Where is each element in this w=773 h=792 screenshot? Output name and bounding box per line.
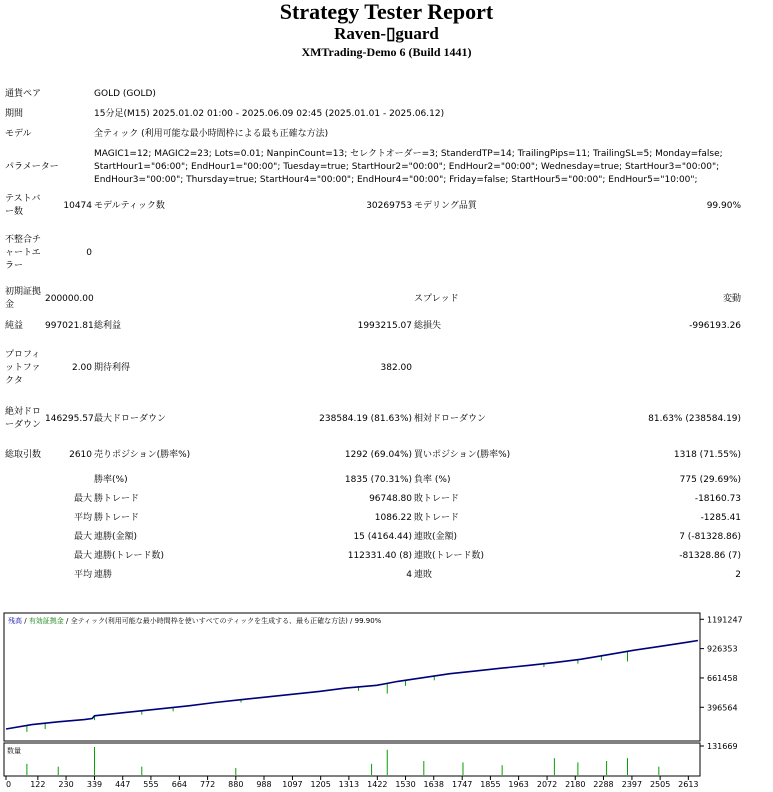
quality-value: 99.90% (706, 200, 742, 211)
absdd-value: 146295.57 (45, 413, 94, 424)
spread-label: スプレッド (414, 293, 459, 304)
largest-loss-label: 敗トレード (414, 494, 460, 504)
volume-plot-frame (4, 743, 700, 776)
x-tick-label: 1422 (367, 780, 388, 789)
x-tick-label: 447 (115, 780, 131, 789)
period-label: 期間 (5, 108, 24, 119)
row-deposit (4, 284, 742, 314)
row-average (4, 509, 742, 528)
consec-profit-label: 連勝(トレード数) (94, 551, 165, 561)
row-drawdown (4, 398, 742, 440)
consec-count-prefix: 最大 (74, 551, 93, 561)
x-tick-label: 2288 (593, 780, 614, 789)
row-avg-consec (4, 566, 742, 585)
avg-win-label: 勝トレード (94, 513, 140, 523)
x-tick-label: 880 (228, 780, 244, 789)
deposit-label: 初期証拠金 (5, 287, 42, 310)
mismatch-label: 不整合チャートエラー (5, 234, 42, 271)
y-tick-label: 1191247 (707, 615, 743, 625)
largest-loss-value: -18160.73 (694, 494, 742, 504)
trades-label: 総取引数 (5, 449, 42, 460)
row-model (4, 124, 742, 144)
avg-consec-losses-value: 2 (735, 570, 742, 580)
x-tick-label: 1638 (423, 780, 444, 789)
avg-consec-wins-label: 連勝 (94, 570, 113, 580)
row-bars (4, 190, 742, 222)
netprofit-label: 純益 (5, 320, 24, 331)
average-prefix: 平均 (74, 513, 93, 523)
symbol-value: GOLD (GOLD) (94, 88, 156, 99)
netprofit-value: 997021.81 (45, 320, 94, 331)
long-label: 買いポジション(勝率%) (414, 449, 511, 460)
row-largest (4, 490, 742, 509)
legend-sep: / (22, 617, 29, 625)
row-trades (4, 440, 742, 470)
reldd-label: 相対ドローダウン (414, 413, 487, 424)
consec-losses-label: 連敗(金額) (414, 532, 458, 542)
absdd-label: 絶対ドローダウン (5, 407, 42, 430)
row-consec-count (4, 547, 742, 566)
avg-consec-prefix: 平均 (74, 570, 93, 580)
x-tick-label: 1747 (452, 780, 473, 789)
grossloss-label: 総損失 (414, 320, 442, 331)
row-period (4, 104, 742, 124)
y-tick-label: 396564 (707, 703, 738, 713)
grossloss-value: -996193.26 (689, 320, 742, 331)
largest-win-label: 勝トレード (94, 494, 140, 504)
x-tick-label: 1205 (310, 780, 331, 789)
report-table (4, 84, 742, 585)
symbol-label: 通貨ペア (5, 88, 42, 99)
x-tick-label: 2397 (621, 780, 643, 789)
mismatch-value: 0 (86, 247, 93, 258)
consec-wins-label: 連勝(金額) (94, 532, 138, 542)
params-line-1: MAGIC1=12; MAGIC2=23; Lots=0.01; NanpinCount=13; セレクトオーダー=3; StanderdTP=14; TrailingPips=11; TrailingSL=5; Monday=false; (94, 148, 723, 159)
win-value: 1835 (70.31%) (344, 474, 413, 485)
expected-value: 382.00 (380, 362, 413, 373)
x-tick-label: 2505 (649, 780, 671, 789)
row-params (4, 144, 742, 190)
period-value: 15分足(M15) 2025.01.02 01:00 - 2025.06.09 02:45 (2025.01.01 - 2025.06.12) (94, 108, 445, 119)
grossprofit-label: 総利益 (94, 320, 122, 331)
ticks-label: モデルティック数 (94, 200, 165, 211)
short-value: 1292 (69.04%) (344, 449, 413, 460)
model-value: 全ティック (利用可能な最小時間枠による最も正確な方法) (94, 128, 329, 139)
y-tick-label: 661458 (707, 673, 738, 683)
params-label: パラメーター (5, 161, 59, 172)
x-tick-label: 2180 (565, 780, 586, 789)
x-tick-label: 1313 (338, 780, 360, 789)
consec-losses-value: 7 (-81328.86) (679, 532, 742, 542)
ea-name: Raven-▯guard (334, 24, 439, 43)
short-label: 売りポジション(勝率%) (94, 449, 191, 460)
row-mismatch (4, 222, 742, 284)
x-tick-label: 772 (199, 780, 216, 789)
main-plot-frame (4, 613, 700, 741)
params-value (93, 144, 742, 190)
bars-value: 10474 (63, 200, 93, 211)
x-tick-label: 230 (58, 780, 74, 789)
x-tick-label: 2613 (678, 780, 699, 789)
loss-label: 負率 (%) (414, 474, 451, 485)
x-tick-label: 1855 (480, 780, 501, 789)
y-tick-label: 131669 (707, 742, 738, 751)
avg-consec-losses-label: 連敗 (414, 570, 433, 580)
model-label: モデル (5, 128, 32, 139)
reldd-value: 81.63% (238584.19) (648, 413, 742, 424)
legend-rest: / 全ティック(利用可能な最小時間枠を使いすべてのティックを生成する、最も正確な方法) / 99.90% (63, 617, 382, 625)
x-tick-label: 1530 (395, 780, 416, 789)
x-tick-label: 988 (256, 780, 272, 789)
x-tick-label: 122 (30, 780, 46, 789)
spread-value: 変動 (723, 293, 742, 304)
legend-equity: 有効証拠金 (28, 617, 64, 625)
x-tick-label: 664 (171, 780, 188, 789)
pf-label: プロフィットファクタ (5, 349, 41, 386)
row-symbol (4, 84, 742, 104)
grossprofit-value: 1993215.07 (357, 320, 413, 331)
x-tick-label: 1097 (282, 780, 303, 789)
ticks-value: 30269753 (366, 200, 413, 211)
consec-wins-value: 15 (4164.44) (353, 532, 413, 542)
legend-balance: 残高 (8, 617, 22, 625)
long-value: 1318 (71.55%) (673, 449, 742, 460)
consec-loss-label: 連敗(トレード数) (414, 551, 485, 561)
server-build: XMTrading-Demo 6 (Build 1441) (301, 45, 472, 59)
row-winloss (4, 470, 742, 490)
row-consec-amount (4, 528, 742, 547)
maxdd-value: 238584.19 (81.63%) (319, 413, 413, 424)
x-tick-label: 0 (6, 780, 12, 789)
avg-loss-value: -1285.41 (700, 513, 742, 523)
x-tick-label: 1963 (508, 780, 529, 789)
maxdd-label: 最大ドローダウン (94, 413, 167, 424)
pf-value: 2.00 (71, 362, 93, 373)
params-line-3: EndHour3="00:00"; Thursday=true; StartHour4="00:00"; EndHour4="00:00"; Friday=false; StartHour5="00:00"; EndHour5="10:00"; (94, 174, 698, 185)
trades-value: 2610 (69, 449, 93, 460)
loss-value: 775 (29.69%) (679, 474, 742, 485)
quality-label: モデリング品質 (414, 200, 477, 211)
y-tick-label: 926353 (707, 644, 738, 654)
deposit-value: 200000.00 (45, 293, 94, 304)
bars-label: テストバー数 (5, 194, 41, 217)
largest-prefix: 最大 (74, 494, 93, 504)
report-title: Strategy Tester Report (279, 0, 494, 24)
win-label: 勝率(%) (94, 474, 128, 485)
volume-label: 数量 (7, 747, 21, 755)
x-tick-label: 339 (86, 780, 103, 789)
avg-loss-label: 敗トレード (414, 513, 460, 523)
balance-chart (4, 613, 768, 789)
x-tick-label: 555 (143, 780, 159, 789)
row-profitfactor (4, 338, 742, 398)
consec-profit-value: 112331.40 (8) (347, 551, 413, 561)
x-tick-label: 2072 (536, 780, 558, 789)
avg-win-value: 1086.22 (374, 513, 413, 523)
row-netprofit (4, 314, 742, 338)
chart-legend (8, 616, 382, 625)
largest-win-value: 96748.80 (369, 494, 413, 504)
balance-chart-svg (4, 613, 768, 789)
report-header (0, 0, 773, 60)
consec-loss-value: -81328.86 (7) (679, 551, 742, 561)
consec-amount-prefix: 最大 (74, 532, 93, 542)
avg-consec-wins-value: 4 (406, 570, 413, 580)
params-line-2: StartHour1="06:00"; EndHour1="00:00"; Tuesday=true; StartHour2="00:00"; EndHour2="00:00"; Wednesday=true; StartHour3="00:00"; (94, 161, 720, 172)
expected-label: 期待利得 (94, 362, 131, 373)
